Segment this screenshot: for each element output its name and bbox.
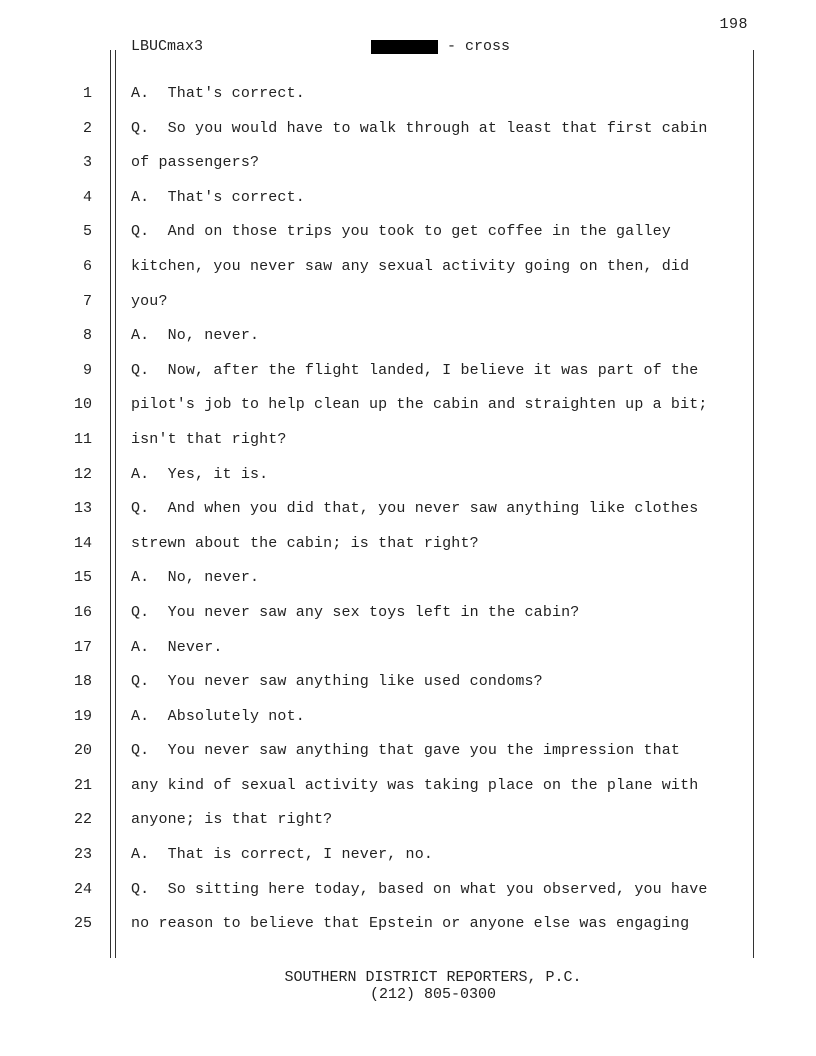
transcript-line [0, 215, 816, 250]
transcript-line [0, 77, 816, 112]
redaction-block [371, 40, 438, 54]
line-text: Q. You never saw anything that gave you the impression that [131, 742, 681, 760]
line-text: no reason to believe that Epstein or anyone else was engaging [131, 915, 690, 933]
line-number: 19 [73, 707, 92, 725]
line-number: 20 [73, 742, 92, 760]
line-text: A. That's correct. [131, 85, 305, 102]
reporter-name: SOUTHERN DISTRICT REPORTERS, P.C. [284, 969, 582, 986]
transcript-line [0, 458, 816, 493]
case-code: LBUCmax3 [131, 38, 204, 55]
transcript-line [0, 734, 816, 769]
transcript-line [0, 492, 816, 527]
reporter-phone: (212) 805-0300 [369, 986, 497, 1003]
transcript-line [0, 803, 816, 838]
section-label: - cross [447, 38, 511, 55]
line-text: Q. And on those trips you took to get coffee in the galley [131, 223, 671, 241]
transcript-line [0, 561, 816, 596]
line-text: Q. You never saw any sex toys left in the cabin? [131, 603, 580, 621]
line-text: A. No, never. [131, 327, 260, 345]
line-number: 3 [82, 154, 92, 172]
line-text: you? [131, 292, 168, 310]
line-number: 2 [82, 119, 92, 137]
line-number: 25 [73, 915, 92, 933]
line-number: 16 [73, 603, 92, 621]
transcript-line [0, 596, 816, 631]
line-text: A. That's correct. [131, 188, 305, 206]
transcript-line [0, 769, 816, 804]
line-text: strewn about the cabin; is that right? [131, 534, 479, 552]
line-text: any kind of sexual activity was taking place on the plane with [131, 776, 699, 794]
line-text: A. Absolutely not. [131, 707, 305, 725]
transcript-line [0, 527, 816, 562]
line-number: 4 [82, 188, 92, 206]
line-number: 13 [73, 500, 92, 518]
line-number: 12 [73, 465, 92, 483]
line-text: A. Yes, it is. [131, 465, 269, 483]
line-number: 1 [82, 85, 92, 102]
line-number: 24 [73, 880, 92, 898]
line-number: 7 [82, 292, 92, 310]
transcript-line [0, 112, 816, 147]
line-number: 15 [73, 569, 92, 587]
transcript-line [0, 873, 816, 908]
transcript-line [0, 388, 816, 423]
line-text: Q. So sitting here today, based on what you observed, you have [131, 880, 708, 898]
line-number: 14 [73, 534, 92, 552]
transcript-line [0, 354, 816, 389]
line-number: 8 [82, 327, 92, 345]
line-number: 9 [82, 361, 92, 379]
line-number: 18 [73, 673, 92, 691]
line-text: anyone; is that right? [131, 811, 333, 829]
transcript-body [0, 77, 816, 942]
transcript-line [0, 631, 816, 666]
page-number: 198 [719, 16, 748, 33]
line-text: Q. And when you did that, you never saw anything like clothes [131, 500, 699, 518]
line-number: 22 [73, 811, 92, 829]
page-footer [0, 969, 816, 1003]
transcript-line [0, 838, 816, 873]
transcript-line [0, 285, 816, 320]
line-number: 6 [82, 257, 92, 275]
transcript-line [0, 146, 816, 181]
line-text: A. No, never. [131, 569, 260, 587]
transcript-line [0, 700, 816, 735]
line-text: A. That is correct, I never, no. [131, 846, 433, 864]
line-number: 5 [82, 223, 92, 241]
line-text: isn't that right? [131, 430, 287, 448]
line-number: 17 [73, 638, 92, 656]
transcript-line [0, 665, 816, 700]
line-text: A. Never. [131, 638, 223, 656]
line-text: Q. So you would have to walk through at least that first cabin [131, 119, 708, 137]
line-text: pilot's job to help clean up the cabin and straighten up a bit; [131, 396, 708, 414]
page-header [131, 38, 731, 58]
transcript-line [0, 423, 816, 458]
line-number: 23 [73, 846, 92, 864]
transcript-line [0, 319, 816, 354]
line-text: Q. You never saw anything like used condoms? [131, 673, 543, 691]
line-text: kitchen, you never saw any sexual activity going on then, did [131, 257, 690, 275]
line-text: Q. Now, after the flight landed, I believe it was part of the [131, 361, 699, 379]
transcript-line [0, 907, 816, 942]
line-number: 21 [73, 776, 92, 794]
transcript-line [0, 250, 816, 285]
line-number: 10 [73, 396, 92, 414]
line-text: of passengers? [131, 154, 260, 172]
transcript-line [0, 181, 816, 216]
line-number: 11 [73, 430, 92, 448]
